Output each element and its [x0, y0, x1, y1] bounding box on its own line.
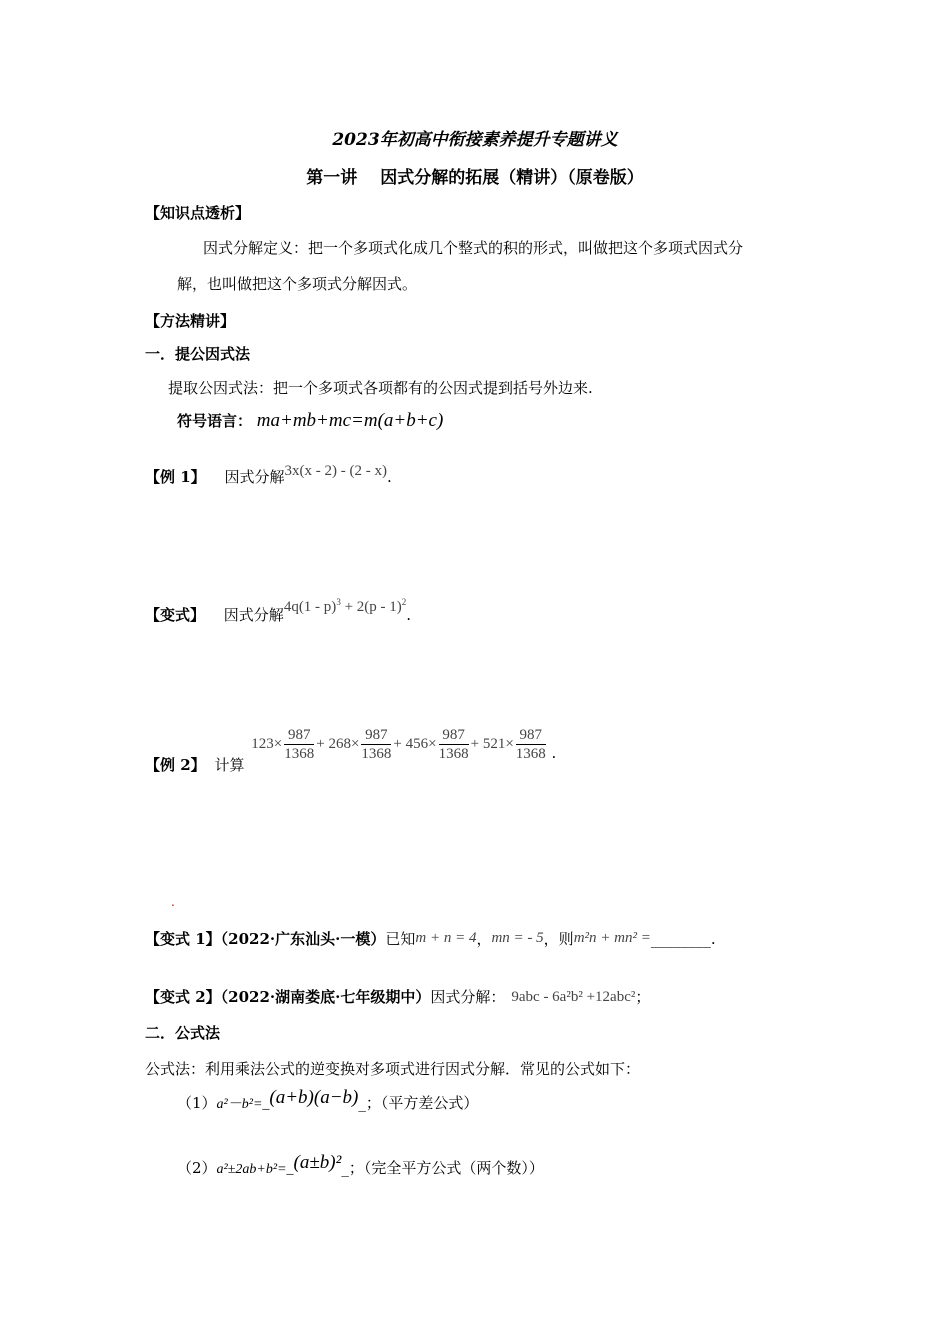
section-2-desc: 公式法：利用乘法公式的逆变换对多项式进行因式分解．常见的公式如下：	[145, 1060, 641, 1078]
variant-0: 【变式】 因式分解4q(1 - p)$^3$ + 2(p - 1)$^2$.	[145, 597, 412, 624]
formula-1	[177, 1087, 479, 1114]
variant-1-label: 【变式 1】（2022·广东汕头·一模）	[145, 930, 386, 948]
example-1-text: 因式分解	[224, 468, 285, 486]
formula-2-suffix: _；（完全平方公式（两个数））	[341, 1159, 544, 1177]
symbol-label: 符号语言：	[177, 412, 253, 430]
variant-2-text: 因式分解：	[430, 988, 506, 1006]
lecture-subtitle: 第一讲 因式分解的拓展（精讲）（原卷版）	[306, 168, 644, 188]
symbol-language	[177, 410, 443, 432]
formula-2	[177, 1152, 544, 1179]
example-2-formula: 123× $\frac{987}{1368}$ + 268× $\frac{987}{1368}$ + 456× $\frac{987}{1368}$ + 521× $\frac{987}{1368}$	[251, 727, 546, 762]
variant-1-text-a: 已知	[385, 930, 416, 948]
formula-2-left: a²±2ab+b²=_	[216, 1162, 294, 1177]
formula-1-suffix: _；（平方差公式）	[358, 1094, 479, 1112]
page-title: 2023年初高中衔接素养提升专题讲义	[332, 130, 618, 150]
example-2-label: 【例 2】	[145, 755, 206, 774]
section-2-title: 二．公式法	[145, 1024, 221, 1042]
example-1: 【例 1】 因式分解3x(x - 2) - (2 - x).	[145, 463, 392, 486]
formula-2-prefix: （2）	[177, 1159, 217, 1177]
variant-1-cond-1: m + n = 4	[415, 930, 477, 946]
example-2: 【例 2】 计算 123× $\frac{987}{1368}$ + 268× $\frac{987}{1368}$ + 456× $\frac{987}{1368}$ + 521× $\frac{987}{1368}$ .	[145, 727, 557, 774]
variant-1-blank: ________	[650, 930, 711, 948]
variant-1-expr: m²n + mn² =	[573, 930, 651, 946]
symbol-formula: ma+mb+mc=m(a+b+c)	[256, 410, 444, 431]
variant-2: 【变式 2】（2022·湖南娄底·七年级期中）因式分解： 9abc - 6a²b² +12abc²；	[145, 988, 651, 1006]
variant-2-formula: 9abc - 6a²b² +12abc²	[511, 989, 636, 1005]
example-1-formula: 3x(x - 2) - (2 - x)	[284, 463, 387, 479]
example-1-label: 【例 1】	[145, 468, 206, 486]
definition-line-2: 解，也叫做把这个多项式分解因式。	[177, 275, 418, 293]
formula-2-answer: (a±b)²	[293, 1152, 342, 1173]
example-2-text: 计算	[214, 755, 245, 774]
section-1-title: 一．提公因式法	[145, 345, 251, 363]
section-1-desc: 提取公因式法：把一个多项式各项都有的公因式提到括号外边来.	[168, 379, 593, 397]
method-heading: 【方法精讲】	[145, 312, 236, 330]
red-dot-mark: .	[171, 895, 175, 909]
formula-1-answer: (a+b)(a−b)	[269, 1087, 359, 1108]
formula-1-prefix: （1）	[177, 1094, 217, 1112]
variant-1-text-b: ，则	[543, 930, 574, 948]
formula-1-left: a²－b²=_	[216, 1097, 270, 1112]
definition-line-1: 因式分解定义：把一个多项式化成几个整式的积的形式，叫做把这个多项式因式分	[203, 239, 744, 257]
variant-2-label: 【变式 2】（2022·湖南娄底·七年级期中）	[145, 988, 431, 1006]
variant-1-cond-2: mn = - 5	[491, 930, 544, 946]
variant-0-formula: 4q(1 - p)$^3$ + 2(p - 1)$^2$	[283, 597, 407, 615]
variant-1: 【变式 1】（2022·广东汕头·一模）已知m + n = 4，mn = - 5，则m²n + mn² =________.	[145, 930, 716, 948]
variant-0-text: 因式分解	[223, 606, 284, 624]
knowledge-heading: 【知识点透析】	[145, 204, 251, 222]
variant-0-label: 【变式】	[145, 606, 206, 624]
